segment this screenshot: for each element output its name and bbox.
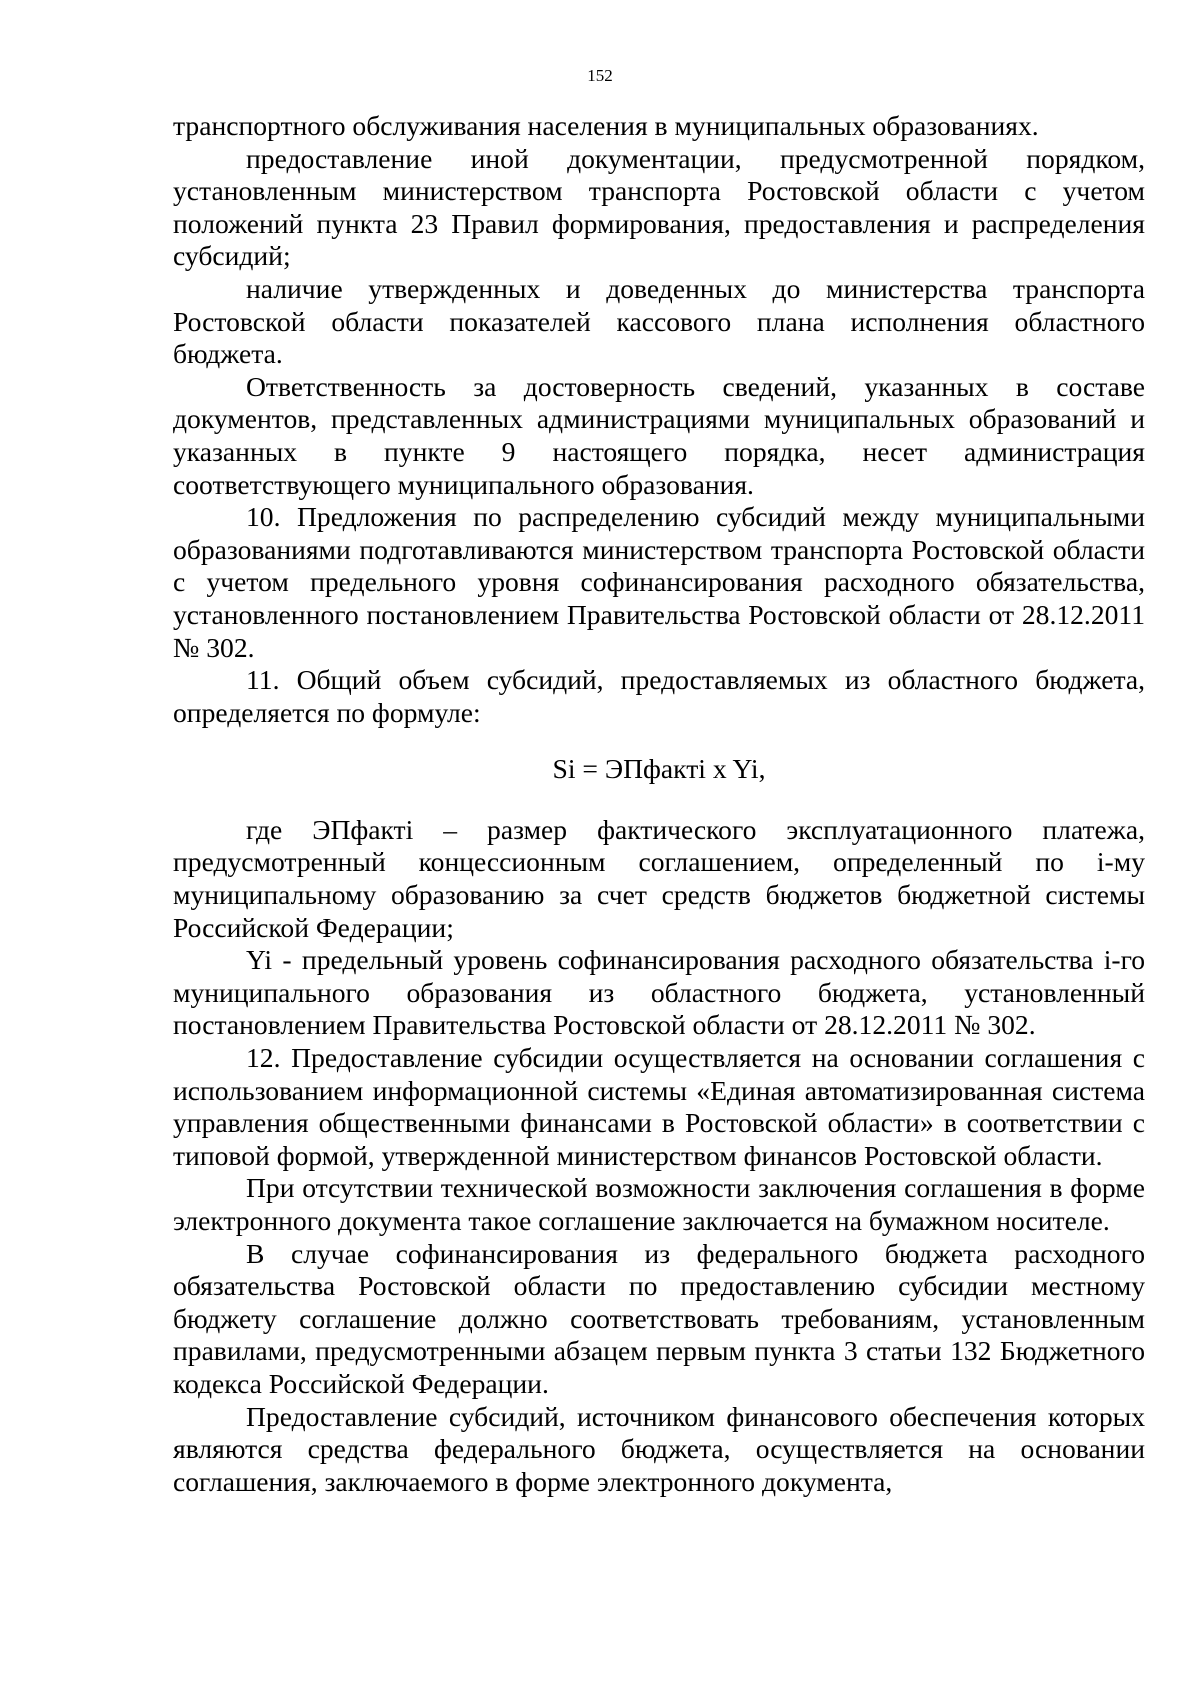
paragraph: транспортного обслуживания населения в муниципальных образованиях. [173, 110, 1039, 141]
paragraph: 10. Предложения по распределению субсидий между муниципальными образованиями подготавливаются министерством транспорта Ростовской области с учетом предельного уровня софинансирования расходного обязательства, установленного постановлением Правительства Ростовской области от 28.12.2011 № 302. [173, 501, 1145, 663]
formula: Si = ЭПфактi x Yi, [552, 753, 766, 785]
paragraph: наличие утвержденных и доведенных до министерства транспорта Ростовской области показателей кассового плана исполнения областного бюджета. [173, 272, 1145, 370]
paragraph: При отсутствии технической возможности заключения соглашения в форме электронного документа такое соглашение заключается на бумажном носителе. [173, 1172, 1145, 1236]
paragraph: Ответственность за достоверность сведений, указанных в составе документов, представленных администрациями муниципальных образований и указанных в пункте 9 настоящего порядка, несет администрация соответствующего муниципального образования. [173, 370, 1145, 500]
paragraph: Предоставление субсидий, источником финансового обеспечения которых являются средства федерального бюджета, осуществляется на основании соглашения, заключаемого в форме электронного документа, [173, 1400, 1145, 1497]
paragraph: В случае софинансирования из федерального бюджета расходного обязательства Ростовской области по предоставлению субсидии местному бюджету соглашение должно соответствовать требованиям, установленным правилами, предусмотренными абзацем первым пункта 3 статьи 132 Бюджетного кодекса Российской Федерации. [173, 1237, 1145, 1399]
paragraph: 11. Общий объем субсидий, предоставляемых из областного бюджета, определяется по формуле: [173, 664, 1145, 728]
paragraph: предоставление иной документации, предусмотренной порядком, установленным министерством транспорта Ростовской области с учетом положений пункта 23 Правил формирования, предоставления и распределения субсидий; [173, 142, 1145, 272]
paragraph: где ЭПфактi – размер фактического эксплуатационного платежа, предусмотренный концессионным соглашением, определенный по i-му муниципальному образованию за счет средств бюджетов бюджетной системы Российской Федерации; [173, 813, 1145, 943]
page-number: 152 [587, 66, 613, 85]
paragraph: Yi - предельный уровень софинансирования расходного обязательства i-го муниципального образования из областного бюджета, установленный постановлением Правительства Ростовской области от 28.12.2011 № 302. [173, 944, 1145, 1041]
paragraph: 12. Предоставление субсидии осуществляется на основании соглашения с использованием информационной системы «Единая автоматизированная система управления общественными финансами в Ростовской области» в соответствии с типовой формой, утвержденной министерством финансов Ростовской области. [173, 1042, 1145, 1171]
document-body [173, 110, 1145, 1498]
